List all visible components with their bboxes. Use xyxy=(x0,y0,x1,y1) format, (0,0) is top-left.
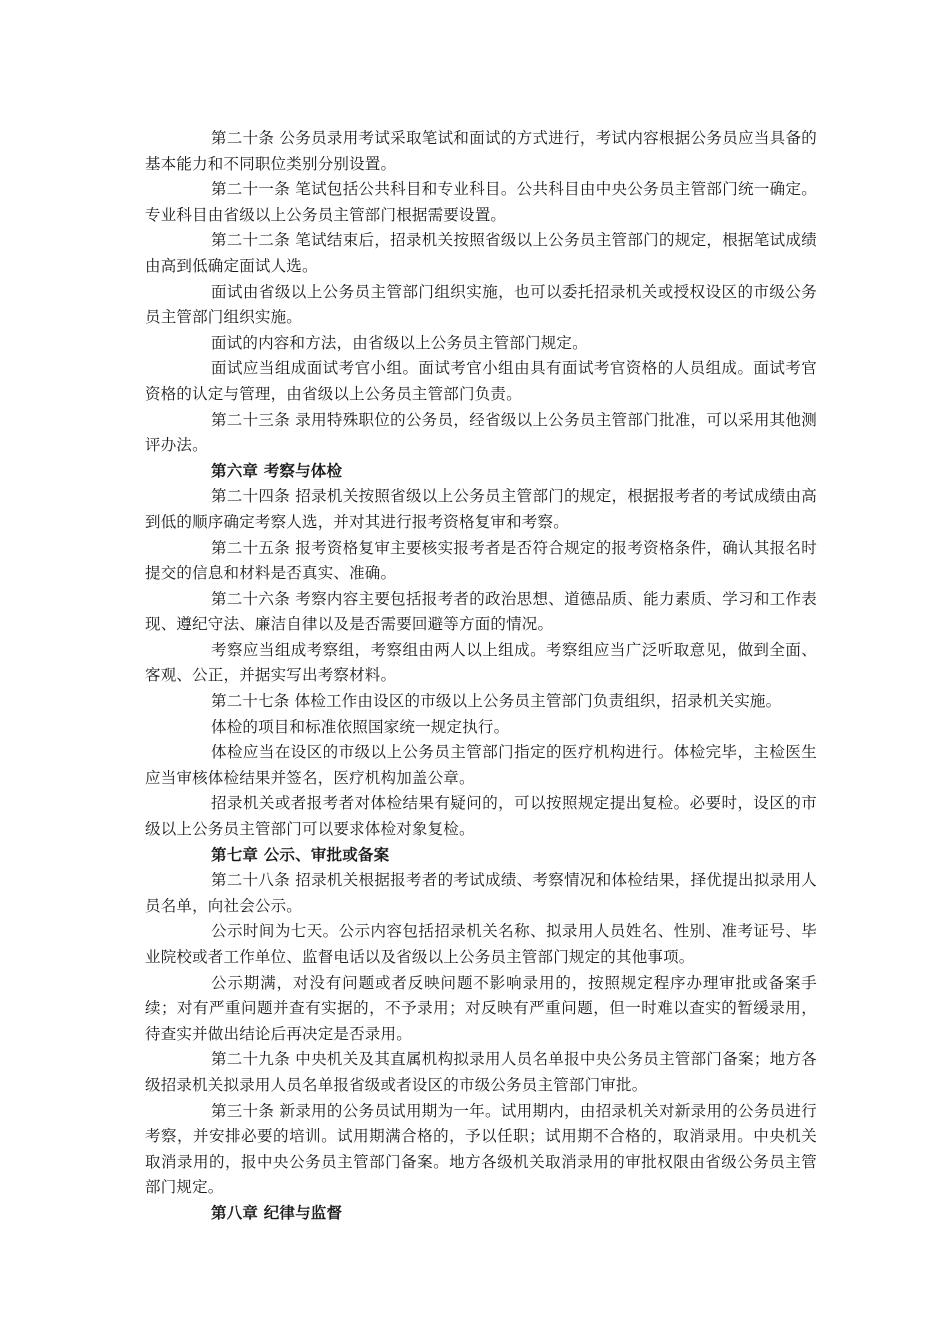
article-23: 第二十三条 录用特殊职位的公务员，经省级以上公务员主管部门批准，可以采用其他测评办法。 xyxy=(145,410,817,455)
chapter-6-heading: 第六章 考察与体检 xyxy=(211,461,343,480)
paragraph: 面试的内容和方法，由省级以上公务员主管部门规定。 xyxy=(211,333,588,352)
paragraph: 公示时间为七天。公示内容包括招录机关名称、拟录用人员姓名、性别、准考证号、毕业院校或者工作单位、监督电话以及省级以上公务员主管部门规定的其他事项。 xyxy=(145,922,817,966)
article-29: 第二十九条 中央机关及其直属机构拟录用人员名单报中央公务员主管部门备案；地方各级招录机关拟录用人员名单报省级或者设区的市级公务员主管部门审批。 xyxy=(145,1050,817,1094)
article-21: 第二十一条 笔试包括公共科目和专业科目。公共科目由中央公务员主管部门统一确定。专业科目由省级以上公务员主管部门根据需要设置。 xyxy=(145,180,817,224)
article-30: 第三十条 新录用的公务员试用期为一年。试用期内，由招录机关对新录用的公务员进行考察，并安排必要的培训。试用期满合格的，予以任职；试用期不合格的，取消录用。中央机关取消录用的，报中央公务员主管部门备案。地方各级机关取消录用的审批权限由省级公务员主管部门规定。 xyxy=(145,1101,817,1197)
paragraph: 考察应当组成考察组，考察组由两人以上组成。考察组应当广泛听取意见，做到全面、客观、公正，并据实写出考察材料。 xyxy=(145,640,817,685)
article-28: 第二十八条 招录机关根据报考者的考试成绩、考察情况和体检结果，择优提出拟录用人员名单，向社会公示。 xyxy=(145,871,817,915)
document-body xyxy=(145,126,817,1227)
article-26: 第二十六条 考察内容主要包括报考者的政治思想、道德品质、能力素质、学习和工作表现、遵纪守法、廉洁自律以及是否需要回避等方面的情况。 xyxy=(145,589,817,634)
paragraph: 面试应当组成面试考官小组。面试考官小组由具有面试考官资格的人员组成。面试考官资格的认定与管理，由省级以上公务员主管部门负责。 xyxy=(145,359,817,403)
paragraph: 体检应当在设区的市级以上公务员主管部门指定的医疗机构进行。体检完毕，主检医生应当审核体检结果并签名，医疗机构加盖公章。 xyxy=(145,743,817,787)
article-27: 第二十七条 体检工作由设区的市级以上公务员主管部门负责组织，招录机关实施。 xyxy=(211,692,782,711)
paragraph: 公示期满，对没有问题或者反映问题不影响录用的，按照规定程序办理审批或备案手续；对有严重问题并查有实据的，不予录用；对反映有严重问题，但一时难以查实的暂缓录用，待查实并做出结论后再决定是否录用。 xyxy=(145,973,817,1043)
article-25: 第二十五条 报考资格复审主要核实报考者是否符合规定的报考资格条件，确认其报名时提交的信息和材料是否真实、准确。 xyxy=(145,538,817,583)
chapter-8-heading: 第八章 纪律与监督 xyxy=(211,1203,343,1222)
article-20: 第二十条 公务员录用考试采取笔试和面试的方式进行，考试内容根据公务员应当具备的基本能力和不同职位类别分别设置。 xyxy=(145,129,817,173)
paragraph: 面试由省级以上公务员主管部门组织实施，也可以委托招录机关或授权设区的市级公务员主管部门组织实施。 xyxy=(145,282,817,327)
paragraph: 招录机关或者报考者对体检结果有疑问的，可以按照规定提出复检。必要时，设区的市级以上公务员主管部门可以要求体检对象复检。 xyxy=(145,794,817,839)
article-24: 第二十四条 招录机关按照省级以上公务员主管部门的规定，根据报考者的考试成绩由高到低的顺序确定考察人选，并对其进行报考资格复审和考察。 xyxy=(145,487,817,531)
chapter-7-heading: 第七章 公示、审批或备案 xyxy=(211,845,390,864)
paragraph: 体检的项目和标准依照国家统一规定执行。 xyxy=(211,717,510,736)
article-22: 第二十二条 笔试结束后，招录机关按照省级以上公务员主管部门的规定，根据笔试成绩由高到低确定面试人选。 xyxy=(145,231,817,275)
